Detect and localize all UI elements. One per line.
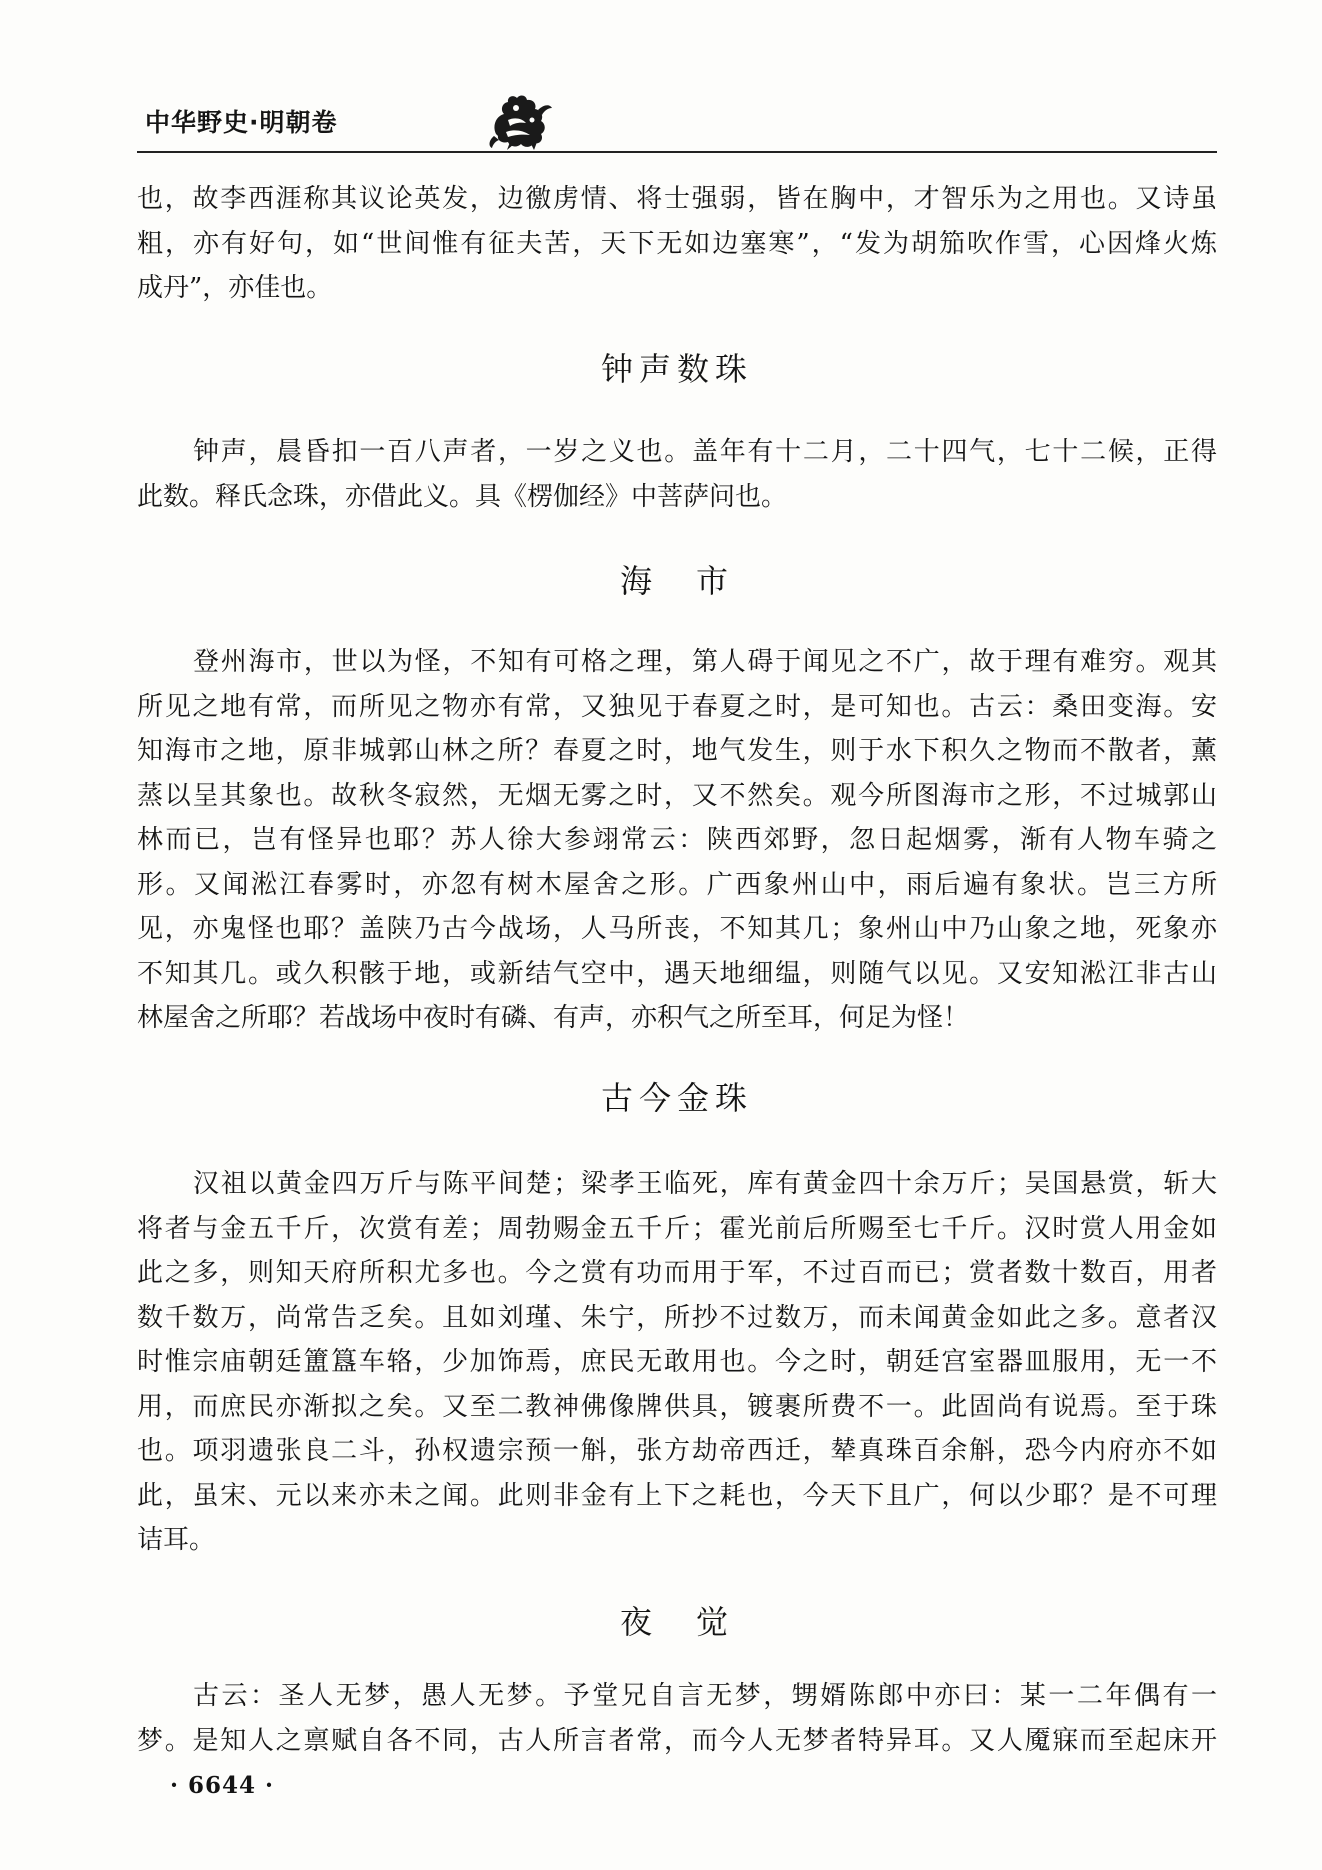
text-line: 用，而庶民亦渐拟之矣。又至二教神佛像牌供具，镀裹所费不一。此固尚有说焉。至于珠 — [137, 1391, 1217, 1422]
paragraph — [137, 1674, 1217, 1763]
text-line: 知海市之地，原非城郭山林之所？春夏之时，地气发生，则于水下积久之物而不散者，薰 — [137, 736, 1217, 766]
paragraph — [137, 430, 1217, 519]
text-line: 诘耳。 — [137, 1525, 216, 1555]
text-line: 将者与金五千斤，次赏有差；周勃赐金五千斤；霍光前后所赐至七千斤。汉时赏人用金如 — [137, 1213, 1217, 1244]
text-line: 此数。释氏念珠，亦借此义。具《楞伽经》中菩萨问也。 — [137, 481, 788, 512]
text-line: 登州海市，世以为怪，不知有可格之理，第人碍于闻见之不广，故于理有难穷。观其 — [193, 647, 1217, 677]
section-title: 古今金珠 — [600, 1079, 753, 1117]
text-line: 不知其几。或久积骸于地，或新结气空中，遇天地细缊，则随气以见。又安知淞江非古山 — [137, 958, 1217, 989]
text-line: 林而已，岂有怪异也耶？苏人徐大参翊常云：陕西郊野，忽日起烟雾，渐有人物车骑之 — [137, 825, 1217, 855]
text-line: 蒸以呈其象也。故秋冬寂然，无烟无雾之时，又不然矣。观今所图海市之形，不过城郭山 — [137, 780, 1217, 811]
text-line: 古云：圣人无梦，愚人无梦。予堂兄自言无梦，甥婿陈郎中亦曰：某一二年偶有一 — [193, 1681, 1217, 1711]
text-line: 数千数万，尚常告乏矣。且如刘瑾、朱宁，所抄不过数万，而未闻黄金如此之多。意者汉 — [137, 1302, 1217, 1333]
text-line: 时惟宗庙朝廷簠簋车辂，少加饰焉，庶民无敢用也。今之时，朝廷宫室器皿服用，无一不 — [137, 1347, 1217, 1377]
section-title: 海 市 — [619, 562, 734, 600]
page-number: · 6644 · — [170, 1772, 275, 1799]
text-line: 也，故李西涯称其议论英发，边徼虏情、将士强弱，皆在胸中，才智乐为之用也。又诗虽 — [137, 184, 1217, 214]
text-line: 形。又闻淞江春雾时，亦忽有树木屋舍之形。广西象州山中，雨后遍有象状。岂三方所 — [137, 869, 1217, 900]
text-line: 也。项羽遗张良二斗，孙权遗宗预一斛，张方劫帝西迁，辇真珠百余斛，恐今内府亦不如 — [137, 1436, 1217, 1466]
text-line: 成丹”，亦佳也。 — [137, 273, 333, 303]
text-line: 见，亦鬼怪也耶？盖陕乃古今战场，人马所丧，不知其几；象州山中乃山象之地，死象亦 — [137, 914, 1217, 944]
text-line: 林屋舍之所耶？若战场中夜时有磷、有声，亦积气之所至耳，何足为怪！ — [137, 1003, 970, 1033]
section-title: 夜 觉 — [619, 1603, 734, 1641]
paragraph — [137, 640, 1217, 1041]
text-line: 汉祖以黄金四万斤与陈平间楚；梁孝王临死，库有黄金四十余万斤；吴国悬赏，斩大 — [193, 1169, 1217, 1199]
text-line: 此，虽宋、元以来亦未之闻。此则非金有上下之耗也，今天下且广，何以少耶？是不可理 — [137, 1480, 1217, 1511]
text-line: 所见之地有常，而所见之物亦有常，又独见于春夏之时，是可知也。古云：桑田变海。安 — [137, 691, 1217, 722]
text-line: 钟声，晨昏扣一百八声者，一岁之义也。盖年有十二月，二十四气，七十二候，正得 — [193, 437, 1217, 467]
dragon-icon — [486, 90, 556, 152]
running-head-title: 中华野史·明朝卷 — [145, 108, 338, 137]
paragraph — [137, 1162, 1217, 1563]
paragraph — [137, 177, 1217, 311]
text-line: 此之多，则知天府所积尤多也。今之赏有功而用于军，不过百而已；赏者数十数百，用者 — [137, 1258, 1217, 1288]
text-line: 粗，亦有好句，如“世间惟有征夫苦，天下无如边塞寒”，“发为胡笳吹作雪，心因烽火炼 — [137, 228, 1217, 259]
header-rule — [137, 151, 1217, 153]
text-line: 梦。是知人之禀赋自各不同，古人所言者常，而今人无梦者特异耳。又人魇寐而至起床开 — [137, 1725, 1217, 1756]
section-title: 钟声数珠 — [600, 350, 753, 388]
